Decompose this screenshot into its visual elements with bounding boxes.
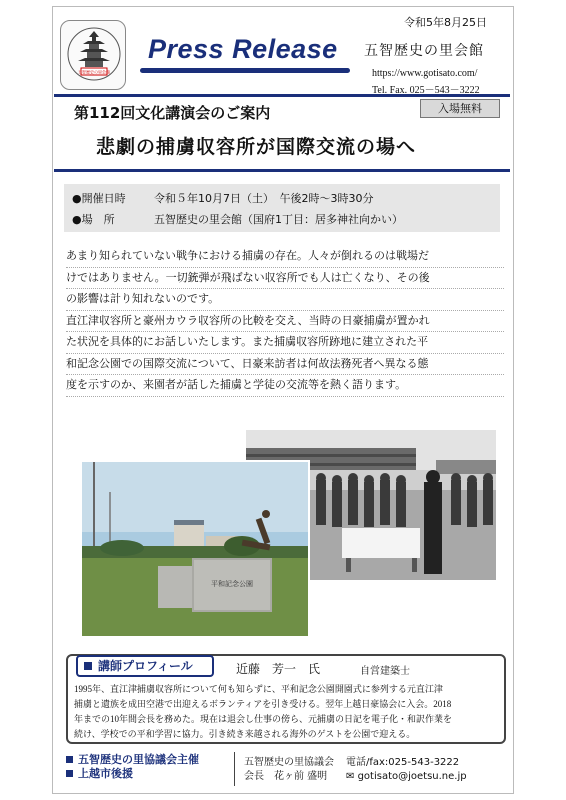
- description-line: 度を示すのか、来園者が話した捕虜と学徒の交流等を熱く語ります。: [66, 375, 504, 397]
- event-title: 悲劇の捕虜収容所が国際交流の場へ: [96, 136, 417, 158]
- profile-line: 1995年、直江津捕虜収容所について何も知らずに、平和記念公園開園式に参列する元直江津: [74, 684, 443, 694]
- date-value: 令和５年10月7日（土） 午後2時～3時30分: [154, 192, 374, 205]
- pagoda-icon: [65, 25, 123, 87]
- footer-host: [66, 753, 199, 767]
- footer-sponsors: [66, 753, 199, 781]
- place-label: ●場 所: [72, 213, 115, 226]
- footer-support: [66, 767, 199, 781]
- description-line: の影響は計り知れないのです。: [66, 289, 504, 311]
- description-line: 和記念公園での国際交流について、日豪来訪者は何故法務死者へ異なる態: [66, 354, 504, 376]
- event-info-box: [64, 184, 500, 232]
- description-line: あまり知られていない戦争における捕虜の存在。人々が倒れるのは戦場だ: [66, 246, 504, 268]
- place-value: 五智歴史の里会館（国府1丁目：居多神社向かい）: [154, 213, 403, 226]
- mail-icon: ✉: [346, 771, 358, 782]
- org-label: 五智歴史の里協議会: [244, 757, 334, 768]
- chair-label: 会長 花ヶ前 盛明: [244, 771, 328, 782]
- phone-label: 電話/fax:025-543-3222: [346, 757, 460, 768]
- tel-fax: Tel. Fax. 025－543－3222: [372, 85, 480, 96]
- square-bullet-icon: [66, 770, 73, 777]
- description-line: けではありません。一切銃弾が飛ばない収容所でも人は亡くなり、その後: [66, 268, 504, 290]
- free-admission-badge: 入場無料: [420, 99, 500, 118]
- title-underline: [140, 68, 350, 73]
- lecturer-role: 自営建築士: [360, 666, 410, 677]
- square-bullet-icon: [84, 662, 92, 670]
- profile-tag-label: 講師プロフィール: [98, 659, 193, 673]
- event-subtitle: 第112回文化講演会のご案内: [74, 104, 271, 122]
- square-bullet-icon: [66, 756, 73, 763]
- event-description: [66, 246, 504, 397]
- memorial-park-photo: [80, 460, 310, 638]
- release-date: 令和5年8月25日: [404, 16, 487, 29]
- place-row: [72, 211, 403, 227]
- profile-text: [74, 682, 500, 742]
- footer-org: [244, 756, 334, 784]
- email-link[interactable]: [346, 770, 467, 784]
- description-line: た状況を具体的にお話しいたします。また捕虜収容所跡地に建立された平: [66, 332, 504, 354]
- footer-contact: [346, 756, 467, 784]
- logo-text: 五智歴史の里会館: [78, 69, 110, 75]
- profile-tag: [76, 655, 214, 677]
- support-label: 上越市後援: [78, 767, 133, 780]
- host-label: 五智歴史の里協議会主催: [78, 753, 199, 766]
- press-release-title: Press Release: [148, 34, 338, 64]
- org-logo: [60, 20, 126, 90]
- description-line: 直江津収容所と豪州カウラ収容所の比較を交え、当時の日豪捕虜が置かれ: [66, 311, 504, 333]
- date-row: [72, 190, 374, 206]
- profile-line: 年までの10年間会長を務めた。現在は退会し仕事の傍ら、元捕虜の日記を電子化・和訳作業を: [74, 714, 453, 724]
- profile-line: 捕虜と遺族を成田空港で出迎えるボランティアを引き受ける。翌年上越日豪協会に入会。2018: [74, 699, 452, 709]
- org-name: 五智歴史の里会館: [364, 43, 484, 59]
- email-address[interactable]: gotisato@joetsu.ne.jp: [357, 771, 467, 782]
- monument-text: 平和記念公園: [211, 580, 253, 588]
- profile-line: 続け、学校での平和学習に協力。引き続き来越される海外のゲストを公園で迎える。: [74, 729, 416, 739]
- footer-divider: [234, 752, 235, 786]
- website-link[interactable]: https://www.gotisato.com/: [372, 68, 478, 79]
- date-label: ●開催日時: [72, 192, 126, 205]
- lecturer-name: 近藤 芳一 氏: [236, 662, 321, 676]
